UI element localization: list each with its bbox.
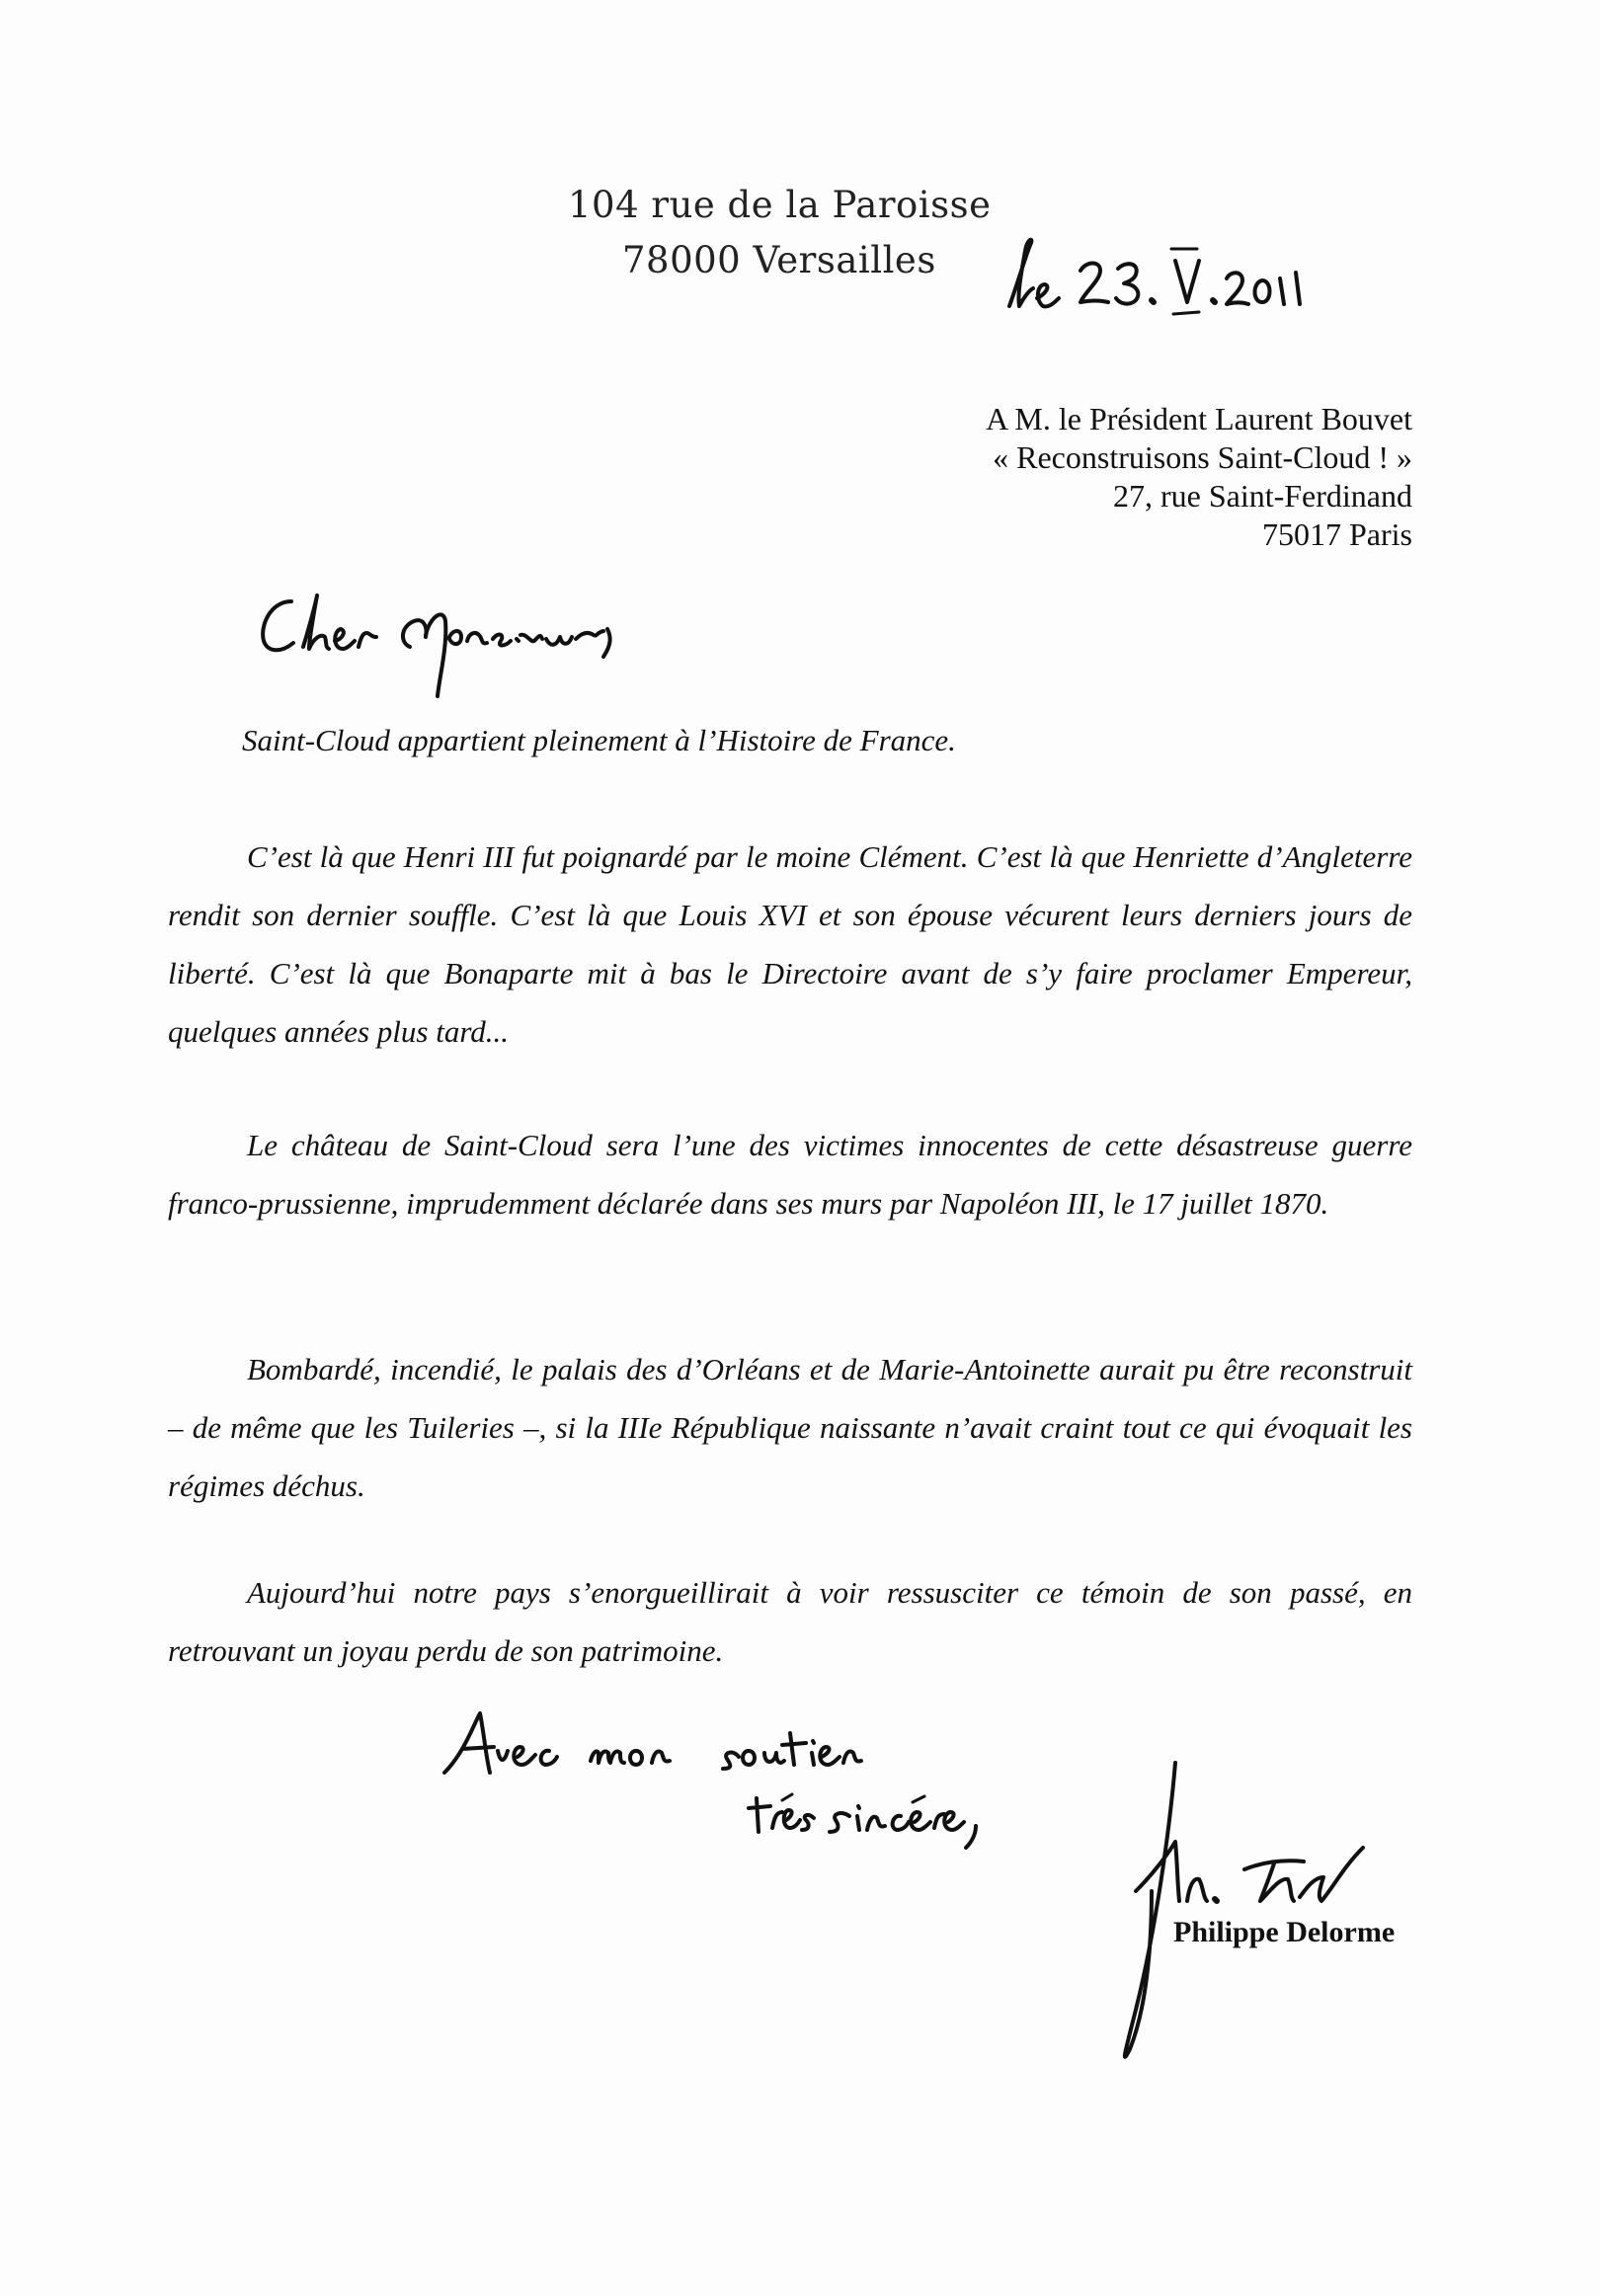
body-paragraph-2: Le château de Saint-Cloud sera l’une des victimes innocentes de cette désastreuse guerre franco-prussienne, imprudemment déclarée dans ses murs par Napoléon III, le 17 juillet 1870. [168, 1128, 1412, 1221]
body-paragraph-1: C’est là que Henri III fut poignardé par le moine Clément. C’est là que Henriette d’Angleterre rendit son dernier souffle. C’est là que Louis XVI et son épouse vécurent leurs derniers jours de liberté. C’est là que Bonaparte mit à bas le Directoire avant de s’y faire proclamer Empereur, quelques années plus tard... [168, 839, 1412, 1049]
sender-address [553, 178, 1067, 288]
handwritten-date [998, 229, 1323, 318]
signer-name: Philippe Delorme [1173, 1916, 1396, 1948]
sender-street: 104 rue de la Paroisse [568, 184, 992, 226]
recipient-address [721, 400, 1412, 554]
handwritten-salutation [252, 578, 667, 706]
recipient-line-3: 27, rue Saint-Ferdinand [1112, 478, 1412, 514]
recipient-line-2: « Reconstruisons Saint-Cloud ! » [993, 439, 1412, 475]
handwritten-signature [1096, 1753, 1412, 2069]
recipient-line-4: 75017 Paris [1262, 516, 1412, 552]
body-intro: Saint-Cloud appartient pleinement à l’Histoire de France. [242, 723, 956, 757]
sender-city: 78000 Versailles [622, 239, 936, 281]
body-paragraph-3: Bombardé, incendié, le palais des d’Orléans et de Marie-Antoinette aurait pu être reconstruit – de même que les Tuileries –, si la IIIe République naissante n’avait craint tout ce qui évoquait les régimes déchus. [168, 1352, 1412, 1503]
handwritten-closing [435, 1703, 1126, 1876]
body-paragraph-4: Aujourd’hui notre pays s’enorgueillirait à voir ressusciter ce témoin de son passé, en retrouvant un joyau perdu de son patrimoine. [168, 1575, 1412, 1668]
recipient-line-1: A M. le Président Laurent Bouvet [986, 401, 1412, 436]
